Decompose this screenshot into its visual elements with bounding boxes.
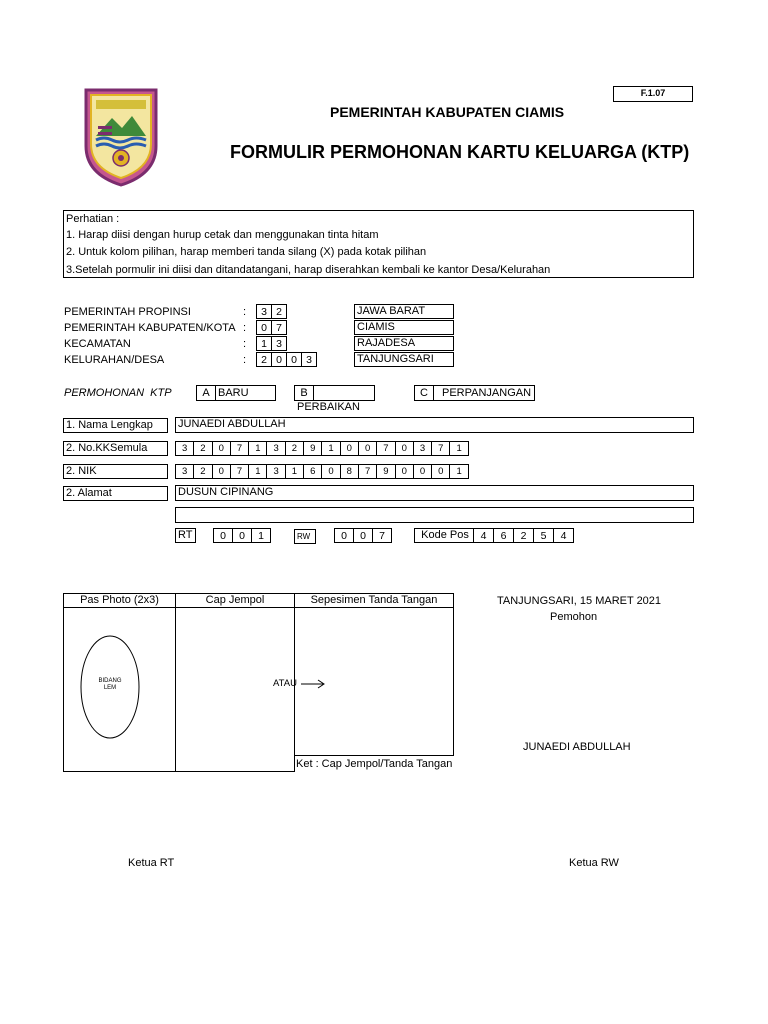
colon: : (243, 322, 247, 334)
applicant-name: JUNAEDI ABDULLAH (523, 741, 631, 753)
digit-cell: 2 (193, 464, 212, 479)
signature-column-header: Sepesimen Tanda Tangan (294, 593, 454, 608)
digit-cell: 0 (413, 464, 432, 479)
regency-code[interactable] (256, 320, 287, 335)
photo-column-header: Pas Photo (2x3) (63, 593, 176, 608)
glue-area-text: LEM (103, 685, 117, 691)
digit-cell: 4 (473, 528, 494, 543)
digit-cell: 0 (232, 528, 252, 543)
digit-cell: 7 (376, 441, 395, 456)
option-text: PERPANJANGAN (442, 387, 532, 399)
digit-cell: 5 (533, 528, 554, 543)
province-name[interactable]: JAWA BARAT (354, 304, 454, 319)
rt-field[interactable] (213, 528, 271, 543)
colon: : (243, 306, 247, 318)
digit-cell: 1 (285, 464, 304, 479)
colon: : (243, 338, 247, 350)
digit-cell: 2 (193, 441, 212, 456)
full-name-label: 1. Nama Lengkap (63, 418, 168, 433)
kk-number-label: 2. No.KKSemula (63, 441, 168, 456)
digit-cell: 0 (271, 352, 287, 367)
digit-cell: 0 (286, 352, 302, 367)
digit-cell: 4 (553, 528, 574, 543)
applicant-role: Pemohon (550, 611, 598, 623)
thumbprint-cell[interactable] (175, 607, 295, 772)
digit-cell: 1 (248, 464, 267, 479)
option-letter: C (415, 386, 434, 400)
digit-cell: 1 (256, 336, 272, 351)
form-code: F.1.07 (613, 86, 693, 102)
government-heading: PEMERINTAH KABUPATEN CIAMIS (330, 104, 565, 120)
digit-cell: 1 (321, 441, 340, 456)
glue-area-text: BIDANG (98, 678, 122, 684)
place-date: TANJUNGSARI, 15 MARET 2021 (497, 595, 662, 607)
digit-cell: 3 (266, 464, 285, 479)
nik-label: 2. NIK (63, 464, 168, 479)
address-label: 2. Alamat (63, 486, 168, 501)
digit-cell: 6 (303, 464, 322, 479)
digit-cell: 3 (271, 336, 287, 351)
colon: : (243, 354, 247, 366)
signature-note: Ket : Cap Jempol/Tanda Tangan (296, 758, 453, 770)
digit-cell: 8 (340, 464, 359, 479)
or-text: ATAU (273, 678, 297, 689)
option-text: BARU (218, 387, 249, 399)
postal-code-field[interactable] (473, 528, 574, 543)
digit-cell: 2 (513, 528, 534, 543)
option-text: PERBAIKAN (297, 401, 360, 413)
regency-label: PEMERINTAH KABUPATEN/KOTA (64, 322, 236, 334)
digit-cell: 1 (449, 441, 468, 456)
digit-cell: 0 (358, 441, 377, 456)
rt-label: RT (175, 528, 196, 543)
option-letter: A (197, 386, 216, 400)
option-letter: B (295, 386, 314, 400)
district-label: KECAMATAN (64, 338, 131, 350)
option-perpanjangan[interactable] (414, 385, 535, 401)
notice-box (63, 210, 694, 278)
digit-cell: 0 (321, 464, 340, 479)
postal-code-label: Kode Pos (414, 528, 474, 543)
district-code[interactable] (256, 336, 287, 351)
digit-cell: 3 (266, 441, 285, 456)
regency-name[interactable]: CIAMIS (354, 320, 454, 335)
arrow-right-icon (300, 679, 326, 692)
digit-cell: 3 (175, 464, 194, 479)
digit-cell: 7 (358, 464, 377, 479)
notice-item-3: 3.Setelah pormulir ini diisi dan ditandatangani, harap diserahkan kembali ke kantor Desa/Kelurahan (66, 264, 551, 276)
village-name[interactable]: TANJUNGSARI (354, 352, 454, 367)
digit-cell: 2 (285, 441, 304, 456)
nik-field[interactable] (175, 464, 469, 479)
notice-item-2: 2. Untuk kolom pilihan, harap memberi tanda silang (X) pada kotak pilihan (66, 246, 427, 258)
digit-cell: 0 (340, 441, 359, 456)
request-label: PERMOHONAN KTP (64, 387, 172, 399)
option-perbaikan[interactable] (294, 385, 375, 413)
digit-cell: 9 (376, 464, 395, 479)
digit-cell: 1 (449, 464, 468, 479)
rw-head-label: Ketua RW (569, 857, 619, 869)
rw-field[interactable] (334, 528, 392, 543)
rt-head-label: Ketua RT (128, 857, 175, 869)
digit-cell: 3 (413, 441, 432, 456)
digit-cell: 0 (256, 320, 272, 335)
digit-cell: 6 (493, 528, 514, 543)
digit-cell: 0 (212, 441, 231, 456)
digit-cell: 7 (271, 320, 287, 335)
digit-cell: 0 (395, 441, 414, 456)
digit-cell: 2 (271, 304, 287, 319)
province-label: PEMERINTAH PROPINSI (64, 306, 191, 318)
photo-cell[interactable] (63, 607, 176, 772)
village-label: KELURAHAN/DESA (64, 354, 165, 366)
village-code[interactable] (256, 352, 317, 367)
digit-cell: 3 (301, 352, 317, 367)
digit-cell: 7 (431, 441, 450, 456)
digit-cell: 0 (212, 464, 231, 479)
kk-number-field[interactable] (175, 441, 469, 456)
thumb-column-header: Cap Jempol (175, 593, 295, 608)
full-name-field[interactable]: JUNAEDI ABDULLAH (175, 417, 694, 433)
page-title: FORMULIR PERMOHONAN KARTU KELUARGA (KTP) (230, 142, 690, 162)
district-name[interactable]: RAJADESA (354, 336, 454, 351)
address-line2-field[interactable] (175, 507, 694, 523)
digit-cell: 2 (256, 352, 272, 367)
digit-cell: 0 (334, 528, 354, 543)
notice-item-1: 1. Harap diisi dengan hurup cetak dan menggunakan tinta hitam (66, 229, 379, 241)
digit-cell: 0 (431, 464, 450, 479)
digit-cell: 7 (230, 441, 249, 456)
digit-cell: 1 (248, 441, 267, 456)
digit-cell: 1 (251, 528, 271, 543)
digit-cell: 7 (372, 528, 392, 543)
province-code[interactable] (256, 304, 287, 319)
address-field[interactable]: DUSUN CIPINANG (175, 485, 694, 501)
option-baru[interactable] (196, 385, 276, 401)
digit-cell: 3 (256, 304, 272, 319)
ciamis-regency-emblem-icon (82, 86, 160, 187)
digit-cell: 0 (213, 528, 233, 543)
rw-label: RW (294, 529, 316, 544)
digit-cell: 0 (395, 464, 414, 479)
digit-cell: 3 (175, 441, 194, 456)
notice-title: Perhatian : (66, 213, 120, 225)
digit-cell: 0 (353, 528, 373, 543)
digit-cell: 7 (230, 464, 249, 479)
digit-cell: 9 (303, 441, 322, 456)
